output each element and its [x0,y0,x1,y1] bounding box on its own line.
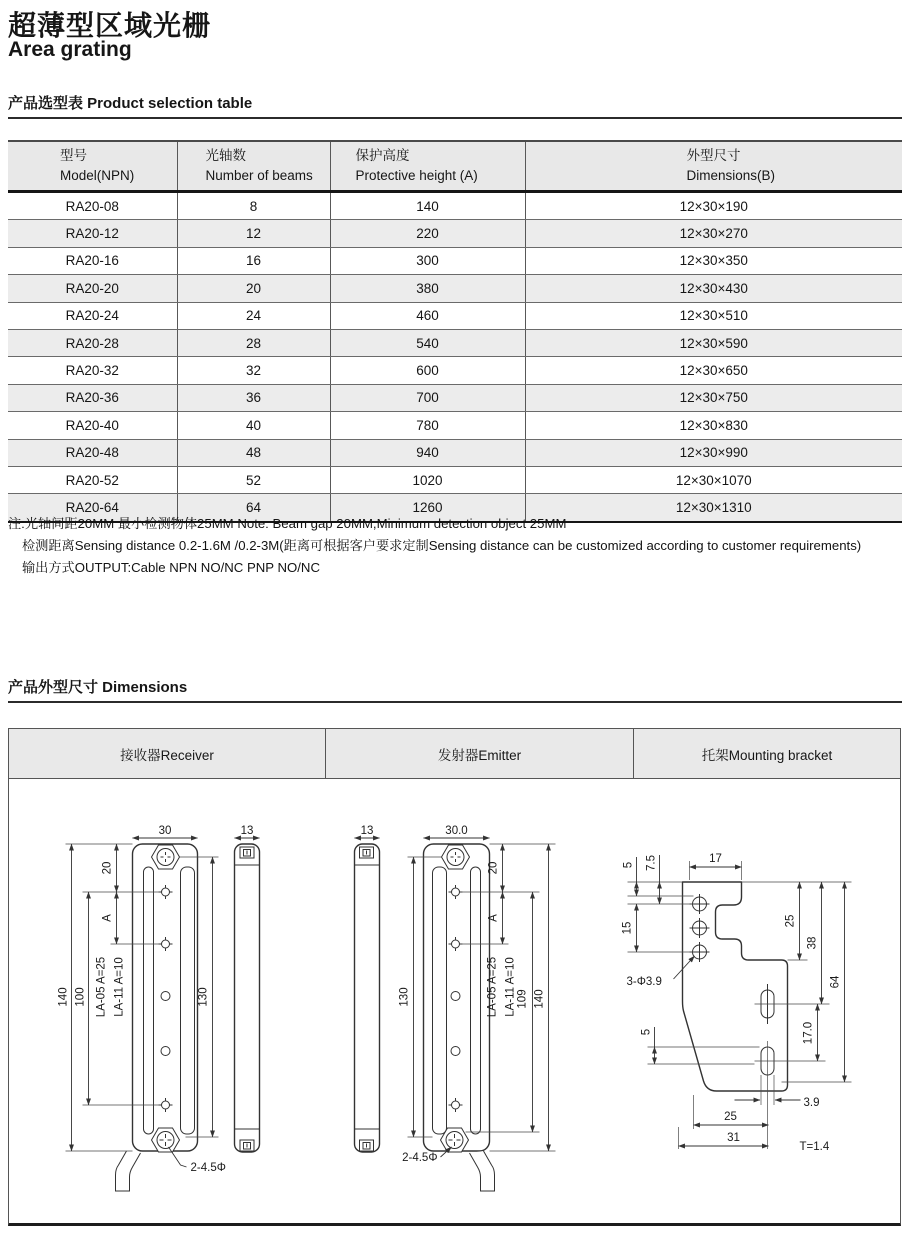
table-row [8,412,902,439]
emitter-dim-109: 109 [516,989,529,1009]
cell-dimensions: 12×30×1070 [525,466,902,493]
note-line: 检测距离Sensing distance 0.2-1.6M /0.2-3M(距离可根据客户要求定制Sensing distance can be customized according to customer requirements) [22,538,862,553]
cell-dimensions: 12×30×430 [525,275,902,302]
table-row [8,192,902,220]
cell-height: 1020 [330,466,525,493]
cell-beams: 64 [177,494,330,522]
emitter-dim-140: 140 [533,989,546,1009]
receiver-dim-A: A [101,914,114,922]
cell-height: 380 [330,275,525,302]
cell-beams: 48 [177,439,330,466]
emitter-label-la05: LA-05 A=25 [486,956,499,1018]
cell-dimensions: 12×30×590 [525,329,902,356]
table-row [8,275,902,302]
cell-height: 780 [330,412,525,439]
receiver-side-view [235,844,260,1152]
cell-height: 600 [330,357,525,384]
cell-model: RA20-36 [8,384,177,411]
emitter-side-view [355,844,380,1152]
cell-height: 460 [330,302,525,329]
cell-model: RA20-40 [8,412,177,439]
table-row [8,220,902,247]
header-cell-height: 保护高度 Protective height (A) [330,141,525,192]
bracket-drawing [622,853,852,1153]
cell-height: 540 [330,329,525,356]
cell-beams: 36 [177,384,330,411]
cell-height: 700 [330,384,525,411]
emitter-dim-30: 30.0 [445,825,468,837]
bracket-dim-17: 17 [709,853,722,865]
page-title-en: Area grating [8,38,132,61]
header-cell-model: 型号 Model(NPN) [8,141,177,192]
table-row [8,302,902,329]
note-line: 输出方式OUTPUT:Cable NPN NO/NC PNP NO/NC [22,560,320,575]
receiver-dim-13: 13 [240,825,254,837]
receiver-dim-130: 130 [197,987,210,1007]
cell-dimensions: 12×30×990 [525,439,902,466]
cell-dimensions: 12×30×650 [525,357,902,384]
table-row [8,357,902,384]
table-row [8,247,902,274]
cell-model: RA20-48 [8,439,177,466]
receiver-dim-140: 140 [57,987,70,1007]
bracket-dim-25-right: 25 [784,914,797,928]
header-cell-beams: 光轴数 Number of beams [177,141,330,192]
cell-model: RA20-20 [8,275,177,302]
table-header-row [8,141,902,192]
table-row [8,466,902,493]
cell-model: RA20-08 [8,192,177,220]
section-divider [8,117,902,119]
cell-beams: 16 [177,247,330,274]
section-divider [8,701,902,703]
cell-model: RA20-12 [8,220,177,247]
cell-beams: 24 [177,302,330,329]
cell-height: 1260 [330,494,525,522]
bracket-dim-17_0: 17.0 [802,1021,815,1045]
receiver-cable [116,1151,141,1191]
cell-model: RA20-52 [8,466,177,493]
cell-model: RA20-32 [8,357,177,384]
receiver-dim-100: 100 [74,987,87,1007]
cell-height: 140 [330,192,525,220]
emitter-dim-20: 20 [487,861,500,875]
bracket-holes-label: 3-Φ3.9 [626,976,662,988]
bracket-dim-3_9: 3.9 [803,1097,820,1109]
dimensions-panel-header [9,729,900,779]
cell-model: RA20-24 [8,302,177,329]
table-row [8,329,902,356]
cell-dimensions: 12×30×190 [525,192,902,220]
cell-beams: 12 [177,220,330,247]
panel-header-emitter: 发射器Emitter [326,729,634,778]
cell-height: 940 [330,439,525,466]
table-notes [8,513,861,579]
receiver-dim-20: 20 [101,861,114,875]
emitter-dim-A: A [487,914,500,922]
bracket-dim-15: 15 [621,921,634,935]
panel-header-bracket: 托架Mounting bracket [701,747,833,763]
receiver-label-la11: LA-11 A=10 [113,957,126,1017]
cell-beams: 20 [177,275,330,302]
receiver-drawing [58,825,260,1191]
cell-beams: 28 [177,329,330,356]
cell-model: RA20-16 [8,247,177,274]
cell-beams: 32 [177,357,330,384]
cell-dimensions: 12×30×350 [525,247,902,274]
emitter-label-la11: LA-11 A=10 [504,957,517,1017]
cell-model: RA20-64 [8,494,177,522]
panel-header-receiver: 接收器Receiver [9,729,326,778]
table-row [8,384,902,411]
bracket-dim-5-top: 5 [622,861,635,869]
cell-model: RA20-28 [8,329,177,356]
cell-beams: 8 [177,192,330,220]
dimensions-panel [8,728,901,1226]
technical-drawings [9,779,900,1222]
emitter-drawing [355,825,556,1191]
cell-height: 220 [330,220,525,247]
bracket-dim-38: 38 [806,936,819,950]
cell-height: 300 [330,247,525,274]
bracket-dim-5-bottom: 5 [640,1028,653,1036]
bracket-dim-64: 64 [829,975,842,989]
bracket-dim-25-bottom: 25 [724,1111,737,1123]
cell-dimensions: 12×30×1310 [525,494,902,522]
table-row [8,439,902,466]
emitter-dim-130: 130 [398,987,411,1007]
emitter-mount-holes-label: 2-4.5Φ [402,1152,438,1164]
cell-dimensions: 12×30×510 [525,302,902,329]
receiver-label-la05: LA-05 A=25 [95,956,108,1018]
bracket-dim-31: 31 [727,1132,740,1144]
bracket-thickness-label: T=1.4 [799,1141,830,1153]
page-title-zh: 超薄型区域光栅 [8,10,212,41]
header-cell-dimensions: 外型尺寸 Dimensions(B) [525,141,902,192]
emitter-dim-13: 13 [360,825,374,837]
bracket-dim-7_5: 7.5 [645,855,658,871]
receiver-mount-holes-label: 2-4.5Φ [190,1162,226,1174]
receiver-dim-30: 30 [158,825,172,837]
note-line: 注:光轴间距20MM 最小检测物体25MM Note: Beam gap 20MM,Minimum detection object 25MM [8,516,567,531]
product-selection-table [8,140,902,523]
cell-dimensions: 12×30×750 [525,384,902,411]
selection-table-section-title: 产品选型表 Product selection table [8,95,253,112]
cell-beams: 40 [177,412,330,439]
dimensions-section-title: 产品外型尺寸 Dimensions [8,679,188,696]
cell-dimensions: 12×30×270 [525,220,902,247]
cell-beams: 52 [177,466,330,493]
cell-dimensions: 12×30×830 [525,412,902,439]
emitter-cable [470,1151,495,1191]
